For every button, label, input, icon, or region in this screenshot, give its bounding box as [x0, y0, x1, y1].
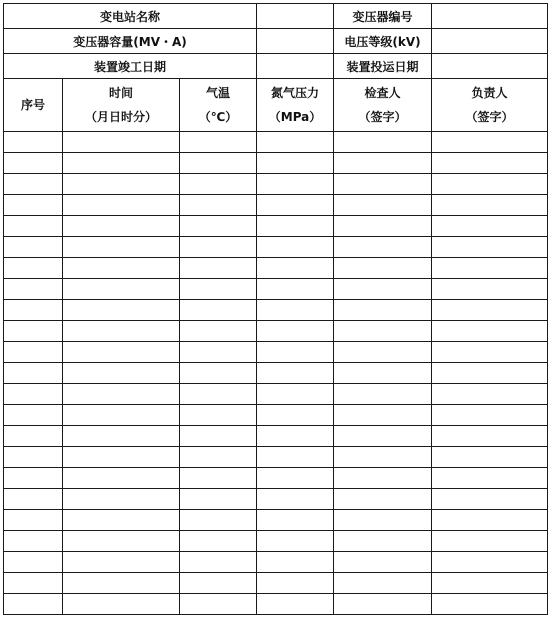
row-pressure-cell[interactable]: [257, 447, 334, 468]
row-temperature-cell[interactable]: [180, 132, 257, 153]
header-responsible-person-title: 负责人: [471, 86, 508, 100]
table-row: [4, 258, 548, 279]
row-responsible-cell[interactable]: [432, 552, 548, 573]
row-responsible-cell[interactable]: [432, 237, 548, 258]
row-responsible-cell[interactable]: [432, 531, 548, 552]
row-pressure-cell[interactable]: [257, 552, 334, 573]
row-pressure-cell[interactable]: [257, 510, 334, 531]
row-time-cell[interactable]: [63, 447, 180, 468]
row-temperature-cell[interactable]: [180, 384, 257, 405]
row-responsible-cell[interactable]: [432, 258, 548, 279]
row-pressure-cell[interactable]: [257, 384, 334, 405]
row-temperature-cell[interactable]: [180, 426, 257, 447]
column-header-row: [4, 79, 548, 132]
row-serial-cell[interactable]: [4, 195, 63, 216]
commissioning-date-field[interactable]: [432, 54, 548, 79]
row-inspector-cell[interactable]: [334, 132, 432, 153]
table-row: [4, 468, 548, 489]
header-responsible-person-note: （签字）: [465, 110, 514, 124]
row-serial-cell[interactable]: [4, 174, 63, 195]
table-row: [4, 552, 548, 573]
transformer-number-label: 变压器编号: [334, 4, 432, 29]
row-serial-cell[interactable]: [4, 363, 63, 384]
row-inspector-cell[interactable]: [334, 552, 432, 573]
record-table: [3, 3, 548, 615]
row-responsible-cell[interactable]: [432, 489, 548, 510]
row-serial-cell[interactable]: [4, 258, 63, 279]
row-serial-cell[interactable]: [4, 279, 63, 300]
row-time-cell[interactable]: [63, 468, 180, 489]
header-time: [63, 79, 180, 132]
row-time-cell[interactable]: [63, 384, 180, 405]
row-pressure-cell[interactable]: [257, 594, 334, 615]
info-row-dates: [4, 54, 548, 79]
substation-name-label: 变电站名称: [4, 4, 257, 29]
row-inspector-cell[interactable]: [334, 426, 432, 447]
row-inspector-cell[interactable]: [334, 237, 432, 258]
row-serial-cell[interactable]: [4, 132, 63, 153]
row-temperature-cell[interactable]: [180, 174, 257, 195]
row-responsible-cell[interactable]: [432, 363, 548, 384]
row-temperature-cell[interactable]: [180, 573, 257, 594]
header-serial-number-text: 序号: [20, 98, 45, 112]
row-temperature-cell[interactable]: [180, 321, 257, 342]
completion-date-field[interactable]: [257, 54, 334, 79]
row-serial-cell[interactable]: [4, 489, 63, 510]
row-responsible-cell[interactable]: [432, 216, 548, 237]
header-time-title: 时间: [108, 86, 133, 100]
row-temperature-cell[interactable]: [180, 216, 257, 237]
row-inspector-cell[interactable]: [334, 531, 432, 552]
table-row: [4, 132, 548, 153]
commissioning-date-label: 装置投运日期: [334, 54, 432, 79]
row-serial-cell[interactable]: [4, 405, 63, 426]
row-serial-cell[interactable]: [4, 300, 63, 321]
row-temperature-cell[interactable]: [180, 195, 257, 216]
row-temperature-cell[interactable]: [180, 153, 257, 174]
table-row: [4, 531, 548, 552]
row-time-cell[interactable]: [63, 552, 180, 573]
row-responsible-cell[interactable]: [432, 300, 548, 321]
row-temperature-cell[interactable]: [180, 531, 257, 552]
row-serial-cell[interactable]: [4, 153, 63, 174]
row-inspector-cell[interactable]: [334, 300, 432, 321]
row-pressure-cell[interactable]: [257, 489, 334, 510]
table-row: [4, 363, 548, 384]
row-time-cell[interactable]: [63, 279, 180, 300]
row-responsible-cell[interactable]: [432, 132, 548, 153]
row-serial-cell[interactable]: [4, 447, 63, 468]
row-time-cell[interactable]: [63, 594, 180, 615]
row-pressure-cell[interactable]: [257, 279, 334, 300]
row-serial-cell[interactable]: [4, 594, 63, 615]
row-pressure-cell[interactable]: [257, 342, 334, 363]
header-temperature-title: 气温: [206, 86, 231, 100]
row-serial-cell[interactable]: [4, 384, 63, 405]
row-inspector-cell[interactable]: [334, 573, 432, 594]
row-inspector-cell[interactable]: [334, 279, 432, 300]
row-responsible-cell[interactable]: [432, 594, 548, 615]
row-responsible-cell[interactable]: [432, 510, 548, 531]
header-serial-number: [4, 79, 63, 132]
row-temperature-cell[interactable]: [180, 510, 257, 531]
row-inspector-cell[interactable]: [334, 447, 432, 468]
info-row-capacity: [4, 29, 548, 54]
row-temperature-cell[interactable]: [180, 489, 257, 510]
row-inspector-cell[interactable]: [334, 489, 432, 510]
row-pressure-cell[interactable]: [257, 363, 334, 384]
row-pressure-cell[interactable]: [257, 426, 334, 447]
row-pressure-cell[interactable]: [257, 258, 334, 279]
row-responsible-cell[interactable]: [432, 195, 548, 216]
row-time-cell[interactable]: [63, 195, 180, 216]
table-row: [4, 405, 548, 426]
row-time-cell[interactable]: [63, 132, 180, 153]
row-serial-cell[interactable]: [4, 342, 63, 363]
row-serial-cell[interactable]: [4, 321, 63, 342]
row-serial-cell[interactable]: [4, 426, 63, 447]
row-responsible-cell[interactable]: [432, 384, 548, 405]
row-temperature-cell[interactable]: [180, 405, 257, 426]
table-row: [4, 447, 548, 468]
row-pressure-cell[interactable]: [257, 405, 334, 426]
table-row: [4, 384, 548, 405]
table-row: [4, 426, 548, 447]
table-row: [4, 300, 548, 321]
header-inspector-note: （签字）: [358, 110, 407, 124]
table-row: [4, 279, 548, 300]
completion-date-label: 装置竣工日期: [4, 54, 257, 79]
table-row: [4, 174, 548, 195]
row-time-cell[interactable]: [63, 426, 180, 447]
row-temperature-cell[interactable]: [180, 468, 257, 489]
header-temperature: [180, 79, 257, 132]
row-time-cell[interactable]: [63, 321, 180, 342]
row-serial-cell[interactable]: [4, 573, 63, 594]
row-time-cell[interactable]: [63, 174, 180, 195]
row-inspector-cell[interactable]: [334, 405, 432, 426]
row-time-cell[interactable]: [63, 489, 180, 510]
row-inspector-cell[interactable]: [334, 363, 432, 384]
row-inspector-cell[interactable]: [334, 468, 432, 489]
row-inspector-cell[interactable]: [334, 384, 432, 405]
transformer-capacity-label: 变压器容量(MV・A): [4, 29, 257, 54]
row-temperature-cell[interactable]: [180, 300, 257, 321]
row-pressure-cell[interactable]: [257, 132, 334, 153]
table-row: [4, 216, 548, 237]
row-responsible-cell[interactable]: [432, 279, 548, 300]
row-time-cell[interactable]: [63, 153, 180, 174]
row-serial-cell[interactable]: [4, 468, 63, 489]
table-row: [4, 573, 548, 594]
row-inspector-cell[interactable]: [334, 342, 432, 363]
row-pressure-cell[interactable]: [257, 195, 334, 216]
row-responsible-cell[interactable]: [432, 573, 548, 594]
header-inspector-title: 检查人: [364, 86, 401, 100]
table-row: [4, 321, 548, 342]
row-pressure-cell[interactable]: [257, 531, 334, 552]
header-inspector: [334, 79, 432, 132]
row-inspector-cell[interactable]: [334, 153, 432, 174]
table-row: [4, 195, 548, 216]
row-temperature-cell[interactable]: [180, 594, 257, 615]
row-pressure-cell[interactable]: [257, 300, 334, 321]
table-row: [4, 594, 548, 615]
row-pressure-cell[interactable]: [257, 174, 334, 195]
inspection-record-form: [3, 3, 547, 629]
row-time-cell[interactable]: [63, 510, 180, 531]
row-responsible-cell[interactable]: [432, 342, 548, 363]
voltage-level-field[interactable]: [432, 29, 548, 54]
row-time-cell[interactable]: [63, 342, 180, 363]
row-time-cell[interactable]: [63, 363, 180, 384]
row-pressure-cell[interactable]: [257, 468, 334, 489]
header-responsible-person: [432, 79, 548, 132]
row-responsible-cell[interactable]: [432, 447, 548, 468]
row-serial-cell[interactable]: [4, 237, 63, 258]
row-temperature-cell[interactable]: [180, 237, 257, 258]
row-inspector-cell[interactable]: [334, 321, 432, 342]
row-pressure-cell[interactable]: [257, 237, 334, 258]
header-nitrogen-pressure-unit: （MPa）: [268, 110, 322, 124]
row-inspector-cell[interactable]: [334, 510, 432, 531]
row-time-cell[interactable]: [63, 531, 180, 552]
row-responsible-cell[interactable]: [432, 405, 548, 426]
row-inspector-cell[interactable]: [334, 195, 432, 216]
row-serial-cell[interactable]: [4, 216, 63, 237]
row-temperature-cell[interactable]: [180, 258, 257, 279]
header-temperature-unit: （℃）: [198, 110, 238, 124]
row-serial-cell[interactable]: [4, 552, 63, 573]
record-rows: [4, 132, 548, 615]
row-serial-cell[interactable]: [4, 510, 63, 531]
row-time-cell[interactable]: [63, 573, 180, 594]
info-row-substation: [4, 4, 548, 29]
row-temperature-cell[interactable]: [180, 552, 257, 573]
row-pressure-cell[interactable]: [257, 321, 334, 342]
row-responsible-cell[interactable]: [432, 426, 548, 447]
voltage-level-label: 电压等级(kV): [334, 29, 432, 54]
row-pressure-cell[interactable]: [257, 153, 334, 174]
table-row: [4, 510, 548, 531]
row-time-cell[interactable]: [63, 237, 180, 258]
table-row: [4, 237, 548, 258]
row-temperature-cell[interactable]: [180, 342, 257, 363]
row-responsible-cell[interactable]: [432, 153, 548, 174]
header-nitrogen-pressure-title: 氮气压力: [271, 86, 320, 100]
row-time-cell[interactable]: [63, 216, 180, 237]
row-time-cell[interactable]: [63, 405, 180, 426]
substation-name-field[interactable]: [257, 4, 334, 29]
row-temperature-cell[interactable]: [180, 447, 257, 468]
row-pressure-cell[interactable]: [257, 573, 334, 594]
header-nitrogen-pressure: [257, 79, 334, 132]
row-time-cell[interactable]: [63, 300, 180, 321]
row-time-cell[interactable]: [63, 258, 180, 279]
row-temperature-cell[interactable]: [180, 279, 257, 300]
row-inspector-cell[interactable]: [334, 258, 432, 279]
row-inspector-cell[interactable]: [334, 216, 432, 237]
table-row: [4, 153, 548, 174]
row-responsible-cell[interactable]: [432, 321, 548, 342]
transformer-number-field[interactable]: [432, 4, 548, 29]
row-inspector-cell[interactable]: [334, 174, 432, 195]
transformer-capacity-field[interactable]: [257, 29, 334, 54]
row-temperature-cell[interactable]: [180, 363, 257, 384]
row-inspector-cell[interactable]: [334, 594, 432, 615]
row-responsible-cell[interactable]: [432, 174, 548, 195]
table-row: [4, 489, 548, 510]
header-time-unit: （月日时分）: [84, 110, 157, 124]
row-responsible-cell[interactable]: [432, 468, 548, 489]
row-pressure-cell[interactable]: [257, 216, 334, 237]
table-row: [4, 342, 548, 363]
row-serial-cell[interactable]: [4, 531, 63, 552]
